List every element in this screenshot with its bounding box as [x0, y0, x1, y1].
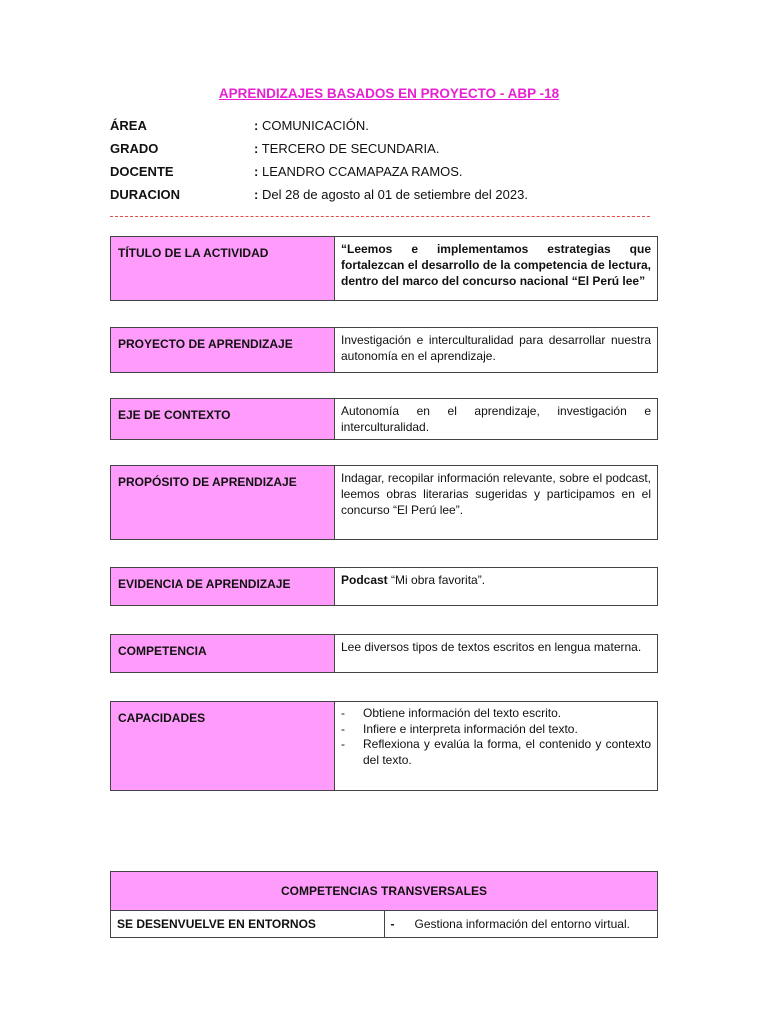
document-title: APRENDIZAJES BASADOS EN PROYECTO - ABP -18	[218, 86, 560, 101]
table-proyecto	[110, 327, 658, 373]
transversales-row-label: SE DESENVUELVE EN ENTORNOS	[111, 911, 385, 938]
titulo-label: TÍTULO DE LA ACTIVIDAD	[111, 237, 335, 301]
capacidades-value	[335, 702, 658, 791]
transversales-header: COMPETENCIAS TRANSVERSALES	[111, 872, 658, 911]
list-item: - Obtiene información del texto escrito.	[341, 706, 651, 722]
titulo-value: “Leemos e implementamos estrategias que fortalezcan el desarrollo de la competencia de lectura, dentro del marco del concurso nacional “El Perú lee”	[335, 237, 658, 301]
proyecto-label: PROYECTO DE APRENDIZAJE	[111, 328, 335, 373]
list-item: - Infiere e interpreta información del texto.	[341, 722, 651, 738]
list-item: - Reflexiona y evalúa la forma, el contenido y contexto del texto.	[341, 737, 651, 768]
info-value: : COMUNICACIÓN.	[254, 118, 369, 133]
table-competencia	[110, 634, 658, 673]
table-capacidades	[110, 701, 658, 791]
capacidades-label: CAPACIDADES	[111, 702, 335, 791]
evidencia-value: Podcast “Mi obra favorita”.	[335, 568, 658, 606]
dashed-divider	[110, 216, 650, 217]
info-label: GRADO	[110, 141, 159, 156]
table-eje	[110, 398, 658, 440]
capacidades-list	[341, 706, 651, 768]
info-label: DOCENTE	[110, 164, 174, 179]
proyecto-value: Investigación e interculturalidad para desarrollar nuestra autonomía en el aprendizaje.	[335, 328, 658, 373]
info-value: : TERCERO DE SECUNDARIA.	[254, 141, 440, 156]
table-titulo	[110, 236, 658, 301]
info-value: : LEANDRO CCAMAPAZA RAMOS.	[254, 164, 463, 179]
info-label: DURACION	[110, 187, 181, 202]
table-evidencia	[110, 567, 658, 606]
competencia-value: Lee diversos tipos de textos escritos en lengua materna.	[335, 635, 658, 673]
info-value: : Del 28 de agosto al 01 de setiembre del 2023.	[254, 187, 528, 202]
table-transversales	[110, 871, 658, 938]
table-proposito	[110, 465, 658, 540]
eje-value: Autonomía en el aprendizaje, investigación e interculturalidad.	[335, 399, 658, 440]
proposito-value: Indagar, recopilar información relevante, sobre el podcast, leemos obras literarias sugeridas y participamos en el concurso “El Perú lee”.	[335, 466, 658, 540]
transversales-row-value: - Gestiona información del entorno virtual.	[384, 911, 658, 938]
info-label: ÁREA	[110, 118, 147, 133]
eje-label: EJE DE CONTEXTO	[111, 399, 335, 440]
evidencia-label: EVIDENCIA DE APRENDIZAJE	[111, 568, 335, 606]
competencia-label: COMPETENCIA	[111, 635, 335, 673]
proposito-label: PROPÓSITO DE APRENDIZAJE	[111, 466, 335, 540]
